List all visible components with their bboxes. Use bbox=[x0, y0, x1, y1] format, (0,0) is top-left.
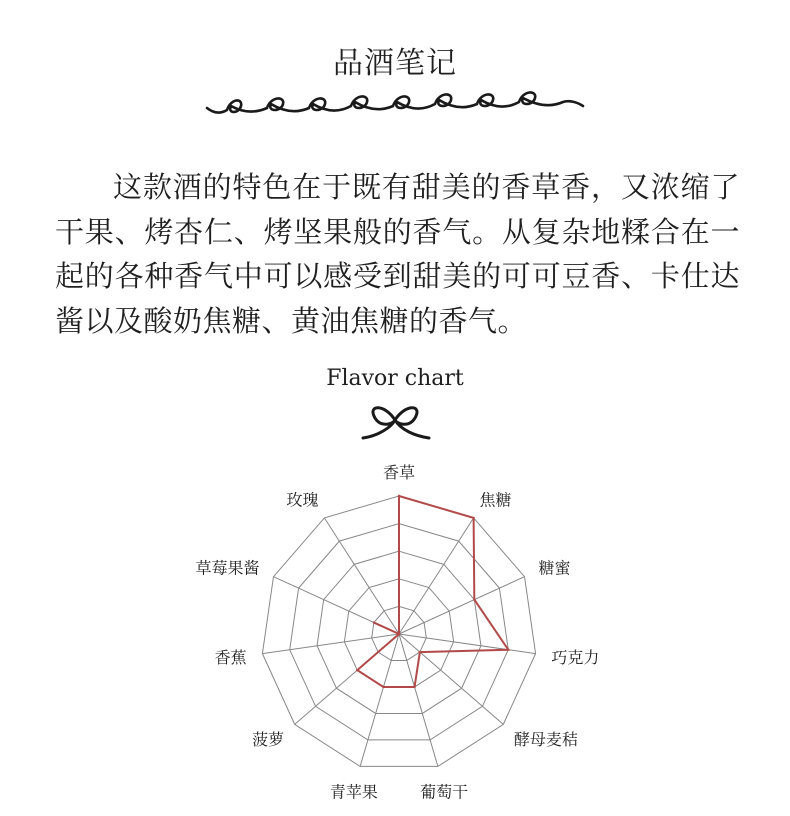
radar-axis-label: 青苹果 bbox=[329, 782, 378, 802]
radar-point-1 bbox=[398, 495, 400, 497]
radar-axis-label: 香蕉 bbox=[214, 647, 247, 667]
radar-axis-label: 酵母麦秸 bbox=[513, 729, 578, 749]
radar-spoke-7 bbox=[360, 634, 399, 766]
radar-point-8 bbox=[356, 669, 358, 671]
radar-axis-label: 玫瑰 bbox=[286, 490, 319, 510]
radar-axis-label: 葡萄干 bbox=[420, 782, 469, 802]
radar-axis-label: 巧克力 bbox=[551, 647, 600, 667]
radar-point-10 bbox=[373, 621, 375, 623]
radar-point-4 bbox=[507, 649, 509, 651]
radar-axis-label: 糖蜜 bbox=[538, 558, 571, 578]
radar-axis-label: 香草 bbox=[382, 463, 416, 482]
radar-axis-label: 草莓果酱 bbox=[195, 558, 260, 578]
chart-title: Flavor chart bbox=[326, 366, 464, 391]
radar-axis-label: 焦糖 bbox=[479, 490, 512, 510]
radar-point-5 bbox=[419, 651, 421, 653]
tasting-note-paragraph: 这款酒的特色在于既有甜美的香草香，又浓缩了干果、烤杏仁、烤坚果般的香气。从复杂地糅合在一起的各种香气中可以感受到甜美的可可豆香、卡仕达酱以及酸奶焦糖、黄油焦糖的香气。 bbox=[55, 170, 740, 338]
radar-point-2 bbox=[472, 517, 474, 519]
radar-axis-label: 菠萝 bbox=[252, 729, 285, 749]
radar-point-3 bbox=[473, 598, 475, 600]
radar-spoke-6 bbox=[399, 634, 438, 766]
page-title: 品酒笔记 bbox=[333, 46, 457, 81]
radar-point-11 bbox=[398, 633, 400, 635]
radar-point-6 bbox=[413, 686, 415, 688]
radar-point-7 bbox=[382, 686, 384, 688]
